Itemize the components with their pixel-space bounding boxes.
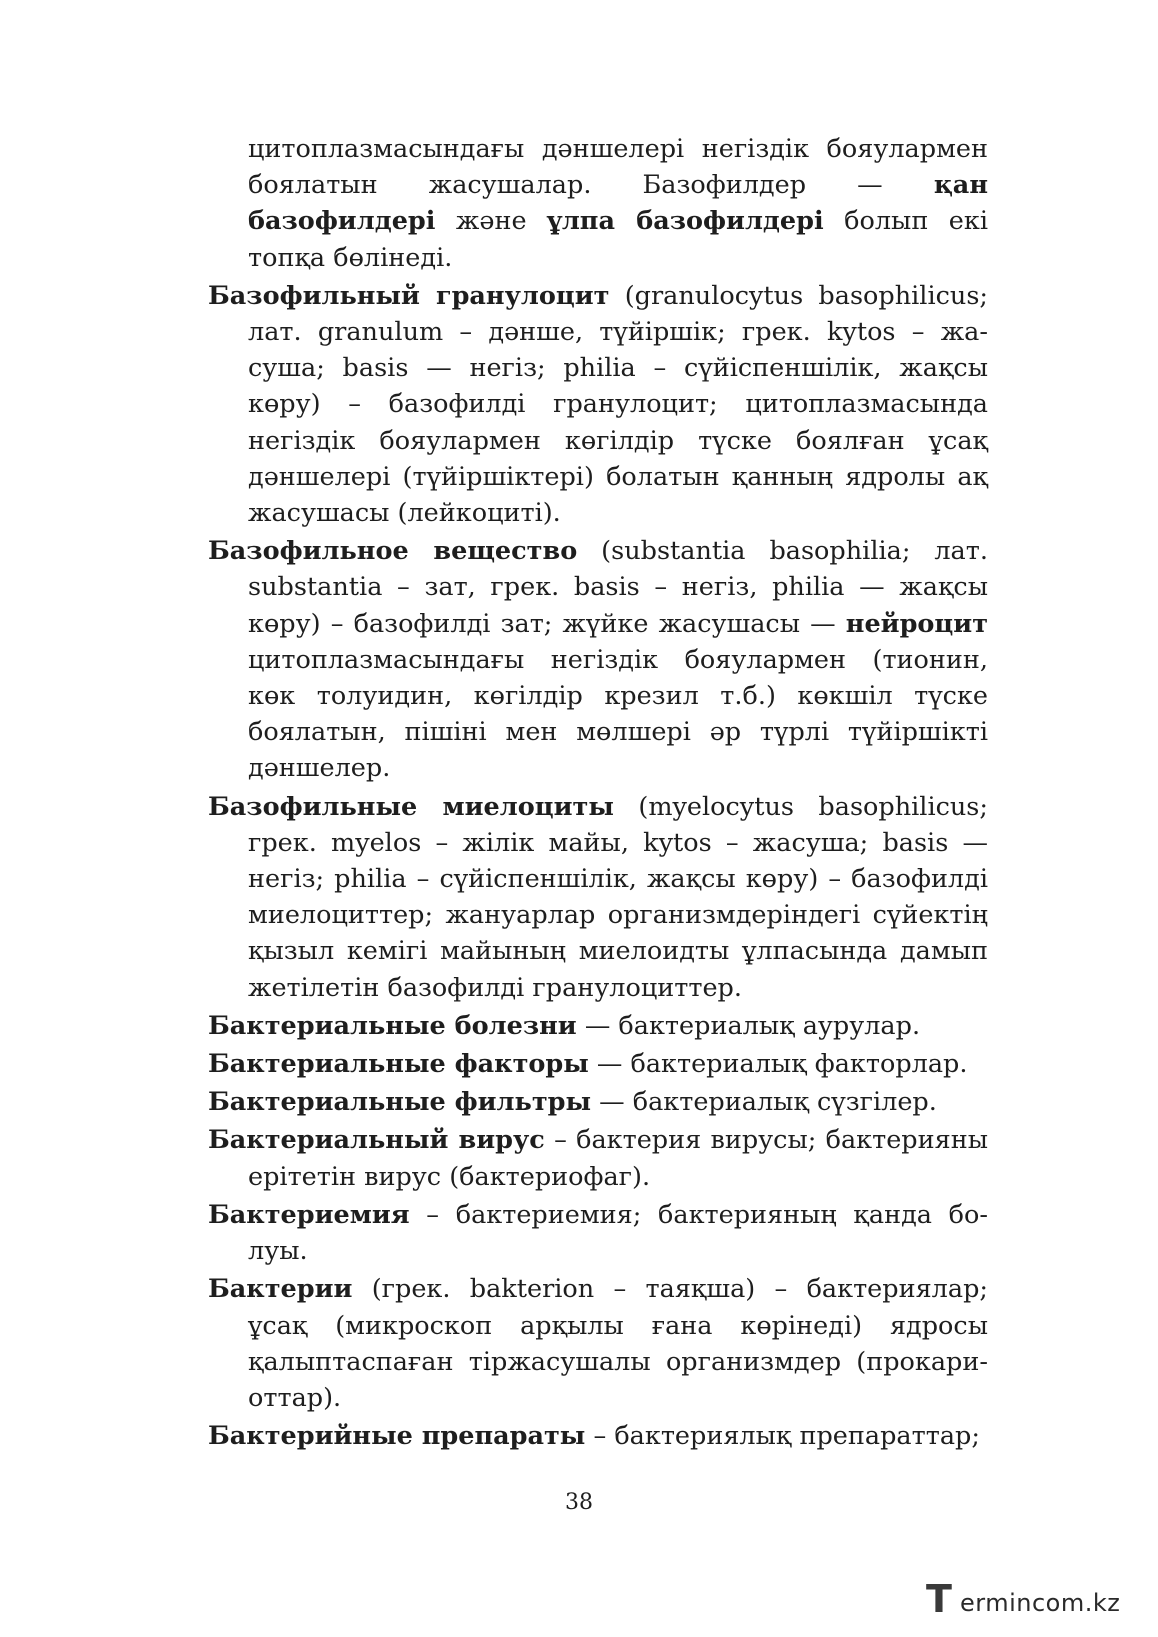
- entry-term: Бактерийные препараты: [208, 1421, 586, 1452]
- dictionary-entry: [208, 789, 988, 1006]
- entry-text: болып екі топқа бөлінеді.: [248, 206, 988, 273]
- entry-text: (substantia basophilia; лат. substantia – зат, грек. basis – негіз, philia — жақсы көру) – базофилді зат; жүйке жасушасы —: [248, 536, 988, 639]
- page-number: 38: [565, 1490, 593, 1515]
- entry-term: Бактериемия: [208, 1199, 410, 1230]
- entry-term: ұлпа базофилдері: [547, 206, 824, 237]
- entry-continuation: [208, 131, 988, 276]
- watermark-logo: [926, 1577, 1136, 1621]
- dictionary-entry: [208, 1122, 988, 1194]
- watermark-logo-letter: T: [926, 1577, 952, 1621]
- entry-text: цитоплазмасындағы дәншелері негіздік бояулармен боялатын жасушалар. Базофилдер —: [248, 134, 988, 201]
- entry-term: Базофильное вещество: [208, 536, 578, 567]
- entry-text: — бактериалық аурулар.: [576, 1010, 921, 1041]
- entry-text: (грек. bakterion – таяқша) – бактериялар; ұсақ (микроскоп арқылы ғана көрінеді) ядросы қалыптаспаған тіржасушалы организмдер (прокариоттар).: [248, 1274, 988, 1413]
- dictionary-entry: [208, 533, 988, 786]
- entry-term: Базофильные миелоциты: [208, 791, 614, 822]
- entry-term: Бактериальный вирус: [208, 1125, 545, 1156]
- entry-text: — бактериалық факторлар.: [588, 1049, 968, 1080]
- dictionary-entry: [208, 1008, 988, 1044]
- entry-text: және: [435, 206, 548, 237]
- entry-text: (granulocytus basophilicus; лат. granulum – дәнше, түйіршік; грек. kytos – жасуша; basis — негіз; philia – сүйіспеншілік, жақсы көру) – базофилді гранулоцит; цитоплазмасында негіздік бояулармен көгілдір түске боялған ұсақ дәншелері (түйіршіктері) болатын қанның ядролы ақ жасушасы (лейкоциті).: [248, 280, 988, 529]
- entry-term: Бактерии: [208, 1274, 353, 1305]
- dictionary-entry: [208, 278, 988, 531]
- entry-term: Бактериальные фильтры: [208, 1087, 592, 1118]
- entry-text: (myelocytus basophilicus; грек. myelos – жілік майы, kytos – жасуша; basis — негіз; philia – сүйіспеншілік, жақсы көру) – базофилді миелоциттер; жануарлар организмдеріндегі сүйектің қызыл кемігі майының миелоидты ұлпасында дамып жетілетін базофилді гранулоциттер.: [248, 791, 988, 1003]
- dictionary-entry: [208, 1197, 988, 1269]
- dictionary-page-body: [208, 131, 988, 1456]
- entry-term: Бактериальные факторы: [208, 1049, 589, 1080]
- dictionary-entry: [208, 1046, 988, 1082]
- watermark-logo-text: ermincom.kz: [960, 1589, 1121, 1617]
- entry-text: – бактериемия; бактерияның қанда болуы.: [248, 1199, 988, 1267]
- entry-text: — бактериалық сүзгілер.: [591, 1087, 937, 1118]
- entry-term: Бактериальные болезни: [208, 1010, 577, 1041]
- dictionary-entry: [208, 1084, 988, 1120]
- entry-text: – бактериялық препараттар;: [585, 1421, 980, 1452]
- entry-text: – бактерия вирусы; бактерияны ерітетін вирус (бактериофаг).: [248, 1125, 988, 1192]
- entry-term: қан базофилдері: [248, 170, 988, 237]
- entry-text: цитоплазмасындағы негіздік бояулармен (тионин, көк толуидин, көгілдір крезил т.б.) көкшіл түске боялатын, пішіні мен мөлшері әр түрлі түйіршікті дәншелер.: [248, 644, 988, 784]
- dictionary-entry: [208, 1418, 988, 1454]
- entry-term: Базофильный гранулоцит: [208, 280, 610, 311]
- dictionary-entry: [208, 1271, 988, 1416]
- entry-term: нейроцит: [845, 608, 988, 639]
